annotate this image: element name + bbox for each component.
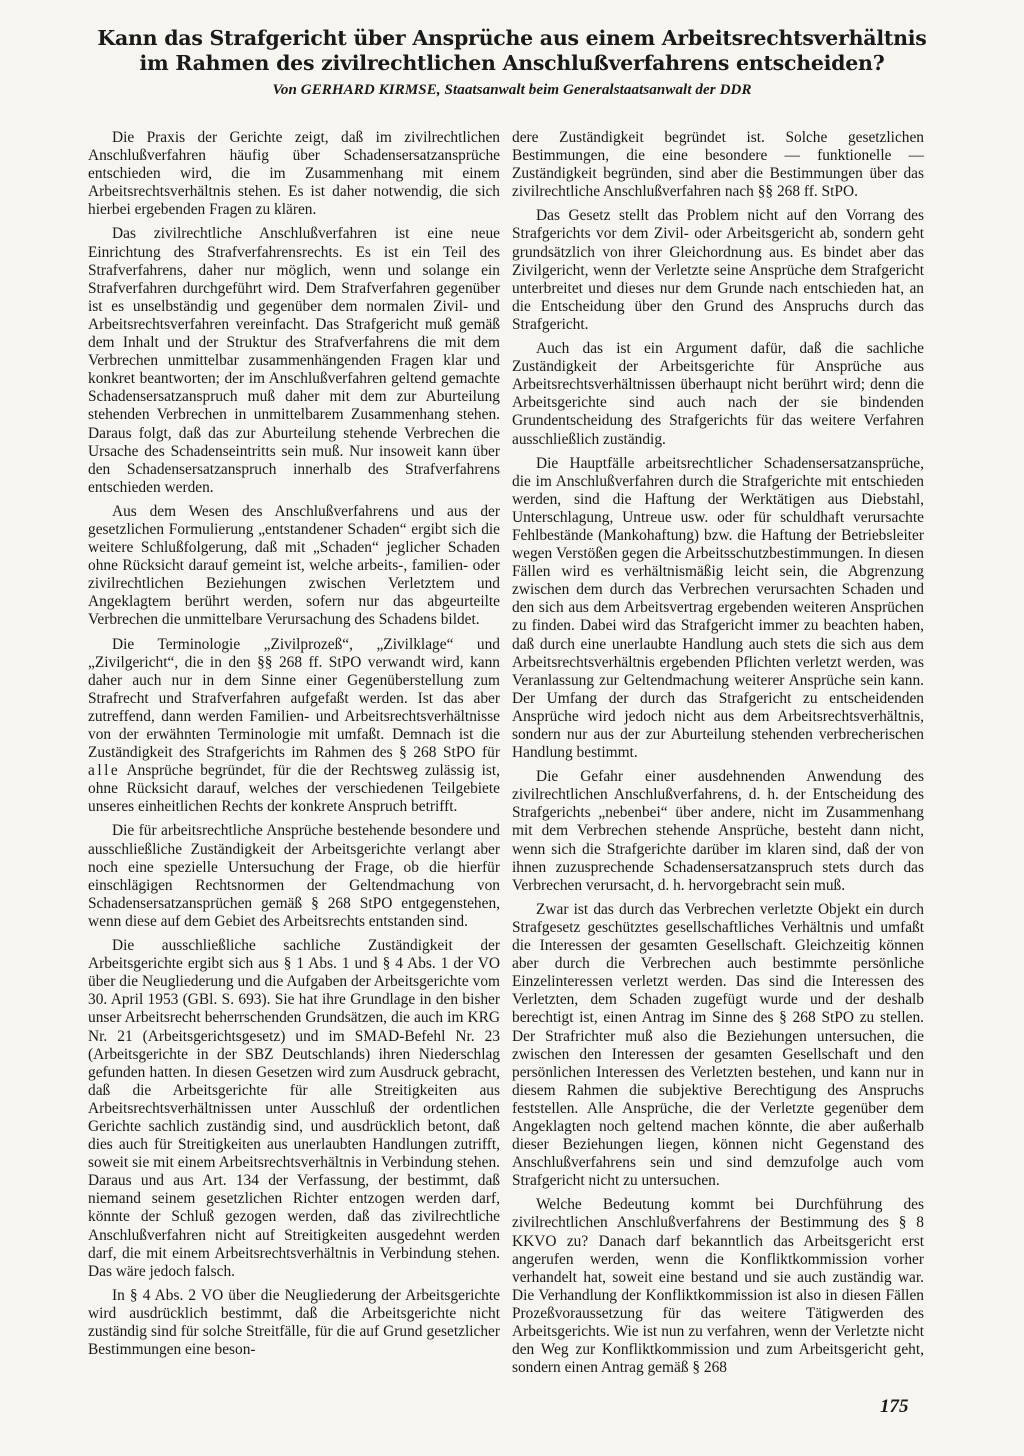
paragraph: Welche Bedeutung kommt bei Durchführung des zivilrechtlichen Anschlußverfahrens der Bestimmung des § 8 KKVO zu? Danach darf bekanntlich das Arbeitsgericht erst angerufen werden, wenn die Konfliktkommission vorher verhandelt hat, soweit eine bestand und sie auch zuständig war. Die Verhandlung der Konfliktkommission ist also in diesen Fällen Prozeßvoraussetzung für das weitere Tätigwerden des Arbeitsgerichts. Wie ist nun zu verfahren, wenn der Verletzte nicht den Weg zur Konfliktkommission und zum Arbeitsgericht geht, sondern einen Antrag gemäß § 268: [512, 1196, 924, 1377]
paragraph: Das zivilrechtliche Anschlußverfahren ist eine neue Einrichtung des Strafverfahrensrechts. Es ist ein Teil des Strafverfahrens, daher nur möglich, wenn und solange ein Strafverfahren durchgeführt wird. Dem Strafverfahren gegenüber ist es unselbständig und gegenüber dem normalen Zivil- und Arbeitsrechtsverfahren vereinfacht. Das Strafgericht muß gemäß dem Inhalt und der Struktur des Strafverfahrens die mit dem Verbrechen unmittelbar zusammenhängenden Fragen klar und konkret beantworten; der im Anschlußverfahren geltend gemachte Schadensersatzanspruch muß daher mit dem zur Aburteilung stehenden Verbrechen in unmittelbarem Zusammenhang stehen. Daraus folgt, daß das zur Aburteilung stehende Verbrechen die Ursache des Schadenseintritts sein muß. Nur insoweit kann über den Schadensersatzanspruch innerhalb des Strafverfahrens entschieden werden.: [88, 225, 500, 496]
paragraph: Die ausschließliche sachliche Zuständigkeit der Arbeitsgerichte ergibt sich aus § 1 Abs. 1 und § 4 Abs. 1 der VO über die Neugliederung und die Aufgaben der Arbeitsgerichte vom 30. April 1953 (GBl. S. 693). Sie hat ihre Grundlage in den bisher unser Arbeitsrecht beherrschenden Grundsätzen, die auch im KRG Nr. 21 (Arbeitsgerichtsgesetz) und im SMAD-Befehl Nr. 23 (Arbeitsgerichte in der SBZ Deutschlands) ihren Niederschlag gefunden hatten. In diesen Gesetzen wird zum Ausdruck gebracht, daß die Arbeitsgerichte für alle Streitigkeiten aus Arbeitsrechtsverhältnissen unter Ausschluß der ordentlichen Gerichte sachlich zuständig sind, und ausdrücklich betont, daß dies auch für Streitigkeiten aus unerlaubten Handlungen zutrifft, soweit sie mit einem Arbeitsrechtsverhältnis in Verbindung stehen. Daraus und aus Art. 134 der Verfassung, der bestimmt, daß niemand seinem gesetzlichen Richter entzogen werden darf, könnte der Schluß gezogen werden, daß das zivilrechtliche Anschlußverfahren nicht auf Streitigkeiten ausgedehnt werden darf, die mit einem Arbeitsrechtsverhältnis in Verbindung stehen. Das wäre jedoch falsch.: [88, 937, 500, 1280]
paragraph-continued: dere Zuständigkeit begründet ist. Solche gesetzlichen Bestimmungen, die eine besondere — funktionelle — Zuständigkeit begründen, sind aber die Bestimmungen über das zivilrechtliche Anschlußverfahren nach §§ 268 ff. StPO.: [512, 129, 924, 201]
author-byline: Von GERHARD KIRMSE, Staatsanwalt beim Generalstaatsanwalt der DDR: [272, 82, 752, 98]
article-title: [60, 26, 964, 76]
title-line-2: im Rahmen des zivilrechtlichen Anschlußverfahrens entscheiden?: [139, 51, 885, 75]
page-number: 175: [880, 1396, 909, 1417]
paragraph: Die Praxis der Gerichte zeigt, daß im zivilrechtlichen Anschlußverfahren häufig über Schadensersatzansprüche entschieden wird, die im Zusammenhang mit einem Arbeitsrechtsverhältnis stehen. Es ist daher notwendig, die sich hierbei ergebenden Fragen zu klären.: [88, 129, 500, 219]
paragraph: Die Gefahr einer ausdehnenden Anwendung des zivilrechtlichen Anschlußverfahrens, d. h. der Entscheidung des Strafgerichts „nebenbei“ über andere, nicht im Zusammenhang mit dem Verbrechen stehende Ansprüche, besteht dann nicht, wenn sich die Strafgerichte darüber im klaren sind, daß der von ihnen zuzusprechende Schadensersatzanspruch stets durch das Verbrechen verursacht, d. h. hervorgebracht sein muß.: [512, 768, 924, 894]
emphasized-word: alle: [88, 762, 121, 780]
paragraph-text: Ansprüche begründet, für die der Rechtsweg zulässig ist, ohne Rücksicht darauf, welches der verschiedenen Teilgebiete unseres einheitlichen Rechts der konkrete Anspruch betrifft.: [88, 762, 500, 816]
paragraph: Zwar ist das durch das Verbrechen verletzte Objekt ein durch Strafgesetz geschütztes gesellschaftliches Verhältnis und umfaßt die Interessen der gesamten Gesellschaft. Gleichzeitig können aber durch die Verbrechen auch bestimmte persönliche Einzelinteressen verletzt werden. Das sind die Interessen des Verletzten, dem Schaden zugefügt wurde und der deshalb berechtigt ist, einen Antrag im Sinne des § 268 StPO zu stellen. Der Strafrichter muß also die Beziehungen untersuchen, die zwischen den Interessen der gesamten Gesellschaft und den persönlichen Interessen des Verletzten bestehen, und kann nur in diesem Rahmen die subjektive Berechtigung des Anspruchs feststellen. Alle Ansprüche, die der Verletzte gegenüber dem Angeklagten noch geltend machen könnte, die aber außerhalb dieser Beziehungen liegen, können nicht Gegenstand des Anschlußverfahrens sein und sind demzufolge auch vom Strafgericht nicht zu untersuchen.: [512, 900, 924, 1190]
paragraph: Aus dem Wesen des Anschlußverfahrens und aus der gesetzlichen Formulierung „entstandener Schaden“ ergibt sich die weitere Schlußfolgerung, daß mit „Schaden“ jeglicher Schaden ohne Rücksicht darauf gemeint ist, welche arbeits-, familien- oder zivilrechtlichen Beziehungen zwischen Verletztem und Angeklagtem berührt werden, sofern nur das abgeurteilte Verbrechen die unmittelbare Verursachung des Schadens bildet.: [88, 502, 500, 629]
paragraph: Die Hauptfälle arbeitsrechtlicher Schadensersatzansprüche, die im Anschlußverfahren durch die Strafgerichte mit entschieden werden, sind die Haftung der Werktätigen aus Diebstahl, Unterschlagung, Untreue usw. oder für schuldhaft verursachte Fehlbestände (Mankohaftung) bzw. die Haftung der Betriebsleiter wegen Verstößen gegen die Arbeitsschutzbestimmungen. In diesen Fällen wird es verhältnismäßig leicht sein, die Abgrenzung zwischen dem durch das Verbrechen verursachten Schaden und den sich aus dem Arbeitsvertrag ergebenden weiteren Ansprüchen zu finden. Dabei wird das Strafgericht immer zu beachten haben, daß durch eine unerlaubte Handlung auch stets die sich aus dem Arbeitsrechtsverhältnis ergebenden Pflichten verletzt werden, was Veranlassung zur Geltendmachung weiterer Ansprüche sein kann. Der Umfang der durch das Strafgericht zu entscheidenden Ansprüche wird jedoch nicht aus dem Arbeitsrechtsverhältnis, sondern nur aus der zur Aburteilung stehenden verbrecherischen Handlung bestimmt.: [512, 454, 924, 762]
right-column: [512, 129, 924, 1383]
article-header: [60, 26, 964, 100]
paragraph: Die für arbeitsrechtliche Ansprüche bestehende besondere und ausschließliche Zuständigkeit der Arbeitsgerichte verlangt aber noch eine spezielle Untersuchung der Frage, ob die hierfür einschlägigen Rechtsnormen der Geltendmachung von Schadensersatzansprüchen gemäß § 268 StPO entgegenstehen, wenn diese auf dem Gebiet des Arbeitsrechts entstanden sind.: [88, 822, 500, 930]
left-column: [88, 129, 500, 1365]
paragraph: [88, 636, 500, 817]
paragraph-text: Die Terminologie „Zivilprozeß“, „Zivilklage“ und „Zivilgericht“, die in den §§ 268 ff. StPO verwandt wird, kann daher auch nur in dem Sinne einer Gegenüberstellung zum Strafrecht und Strafverfahren aufgefaßt werden. Ist das aber zutreffend, dann werden Familien- und Arbeitsrechtsverhältnisse von der erwähnten Terminologie mit umfaßt. Demnach ist die Zuständigkeit des Strafgerichts im Rahmen des § 268 StPO für: [88, 635, 500, 762]
paragraph: Das Gesetz stellt das Problem nicht auf den Vorrang des Strafgerichts vor dem Zivil- oder Arbeitsgericht ab, sondern geht grundsätzlich von ihrer Gleichordnung aus. Es bindet aber das Zivilgericht, wenn der Verletzte seine Ansprüche dem Strafgericht unterbreitet und dieses nur dem Grunde nach entschieden hat, an die Entscheidung über den Grund des Anspruchs durch das Strafgericht.: [512, 207, 924, 333]
paragraph: Auch das ist ein Argument dafür, daß die sachliche Zuständigkeit der Arbeitsgerichte für Ansprüche aus Arbeitsrechtsverhältnissen überhaupt nicht berührt wird; denn die Arbeitsgerichte sind auch nach der sie bindenden Grundentscheidung des Strafgerichts für das weitere Verfahren ausschließlich zuständig.: [512, 340, 924, 448]
title-line-1: Kann das Strafgericht über Ansprüche aus einem Arbeitsrechtsverhältnis: [97, 26, 927, 50]
paragraph: In § 4 Abs. 2 VO über die Neugliederung der Arbeitsgerichte wird ausdrücklich bestimmt, daß die Arbeitsgerichte nicht zuständig sind für solche Streitfälle, für die auf Grund gesetzlicher Bestimmungen eine beson-: [88, 1286, 500, 1359]
